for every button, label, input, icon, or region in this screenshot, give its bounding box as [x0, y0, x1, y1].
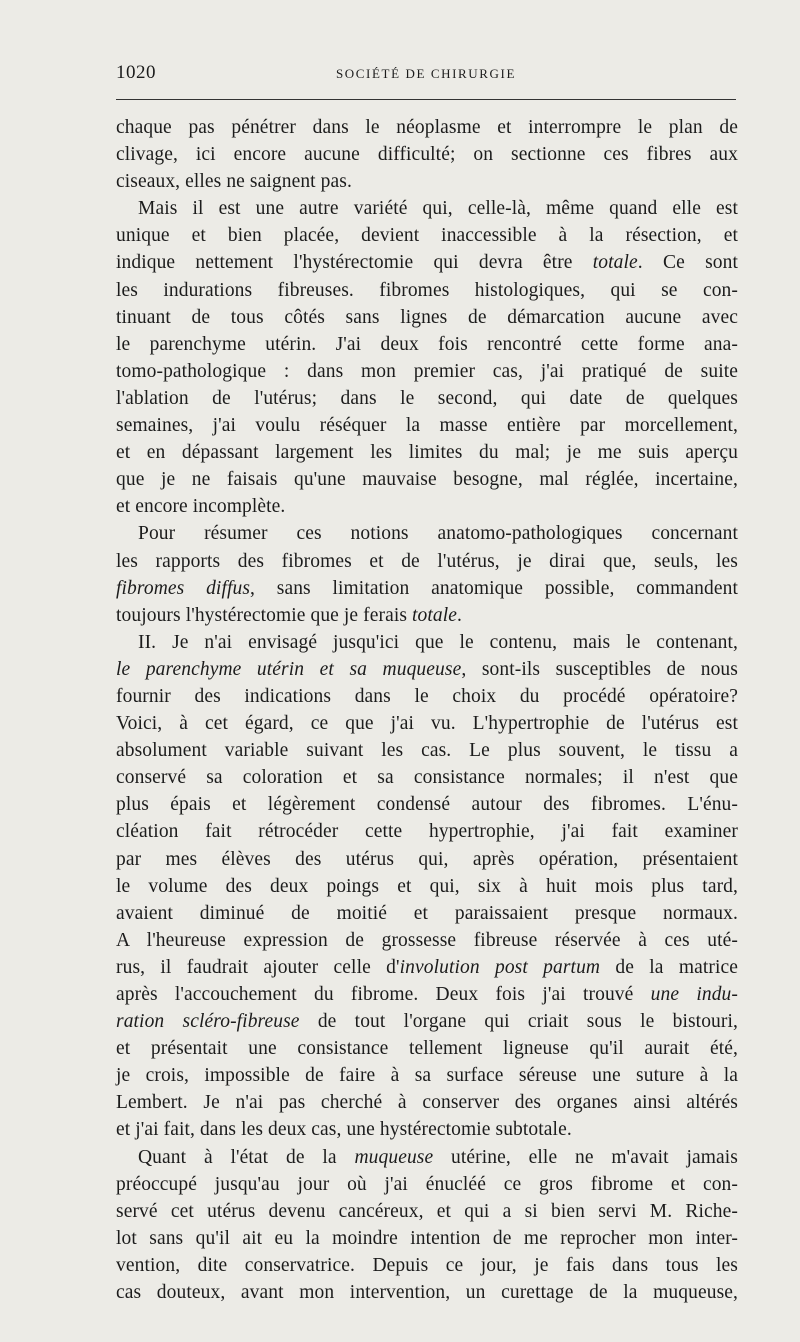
text-line: [116, 846, 738, 873]
text-line: [116, 602, 738, 629]
text-line: [116, 683, 738, 710]
text-segment: .: [457, 604, 463, 626]
text-segment: , sont-ils susceptibles de nous: [461, 658, 738, 680]
text-line: [116, 304, 738, 331]
text-line: [116, 168, 738, 195]
text-segment: tomo-pathologique : dans mon premier cas, j'ai pratiqué de suite: [116, 360, 738, 382]
page-header: [116, 62, 736, 86]
text-line: [116, 466, 738, 493]
text-line: [116, 1089, 738, 1116]
text-line: [116, 331, 738, 358]
text-line: [116, 818, 738, 845]
text-line: [116, 277, 738, 304]
text-line: [116, 520, 738, 547]
text-line: [116, 141, 738, 168]
text-segment: rus, il faudrait ajouter celle d': [116, 956, 400, 978]
text-line: [116, 195, 738, 222]
text-segment: toujours l'hystérectomie que je ferais: [116, 604, 413, 626]
text-segment: lot sans qu'il ait eu la moindre intention de me reprocher mon inter-: [116, 1227, 738, 1249]
text-line: [116, 575, 738, 602]
text-segment: A l'heureuse expression de grossesse fibreuse réservée à ces uté-: [116, 929, 738, 951]
text-line: [116, 1252, 738, 1279]
text-segment: plus épais et légèrement condensé autour des fibromes. L'énu-: [116, 794, 738, 816]
text-line: [116, 1035, 738, 1062]
text-segment: les rapports des fibromes et de l'utérus, je dirai que, seuls, les: [116, 550, 738, 572]
text-segment: clivage, ici encore aucune difficulté; on sectionne ces fibres aux: [116, 144, 738, 166]
text-line: [116, 656, 738, 683]
text-line: [116, 981, 738, 1008]
text-line: [116, 927, 738, 954]
text-line: [116, 737, 738, 764]
text-segment: et encore incomplète.: [116, 496, 286, 518]
text-segment: chaque pas pénétrer dans le néoplasme et interrompre le plan de: [116, 117, 738, 138]
running-head: SOCIÉTÉ DE CHIRURGIE: [335, 66, 517, 81]
text-segment: que je ne faisais qu'une mauvaise besogne, mal réglée, incertaine,: [116, 469, 738, 491]
text-segment: le parenchyme utérin. J'ai deux fois rencontré cette forme ana-: [116, 333, 738, 355]
text-line: [116, 954, 738, 981]
body-text: [116, 114, 738, 1306]
italic-text: muqueuse: [354, 1146, 434, 1168]
text-line: [116, 1062, 738, 1089]
text-line: [116, 358, 738, 385]
text-line: [116, 1008, 738, 1035]
text-segment: de la matrice: [600, 956, 739, 978]
text-segment: , sans limitation anatomique possible, commandent: [250, 577, 738, 599]
text-segment: cas douteux, avant mon intervention, un curettage de la muqueuse,: [116, 1282, 738, 1304]
italic-text: involution post partum: [399, 956, 601, 978]
italic-text: une indu-: [650, 984, 738, 1005]
italic-text: le parenchyme utérin et sa muqueuse: [116, 658, 462, 680]
italic-text: ration scléro-fibreuse: [116, 1011, 300, 1033]
text-segment: Pour résumer ces notions anatomo-pathologiques concernant: [138, 523, 738, 545]
text-segment: absolument variable suivant les cas. Le plus souvent, le tissu a: [116, 740, 738, 762]
text-segment: préoccupé jusqu'au jour où j'ai énucléé ce gros fibrome et con-: [116, 1173, 738, 1195]
text-segment: avaient diminué de moitié et paraissaient presque normaux.: [116, 902, 738, 924]
text-line: [116, 548, 738, 575]
text-line: [116, 764, 738, 791]
text-line: [116, 1116, 738, 1143]
text-segment: fournir des indications dans le choix du procédé opératoire?: [116, 685, 738, 707]
text-line: [116, 1198, 738, 1225]
text-line: [116, 1171, 738, 1198]
text-line: [116, 900, 738, 927]
text-line: [116, 1279, 738, 1306]
text-segment: servé cet utérus devenu cancéreux, et qui a si bien servi M. Riche-: [116, 1200, 738, 1222]
text-segment: de tout l'organe qui criait sous le bistouri,: [299, 1011, 738, 1033]
text-segment: ciseaux, elles ne saignent pas.: [116, 171, 352, 193]
text-segment: utérine, elle ne m'avait jamais: [433, 1146, 738, 1168]
text-line: [116, 629, 738, 656]
text-segment: et en dépassant largement les limites du mal; je me suis aperçu: [116, 442, 738, 464]
italic-text: totale: [412, 604, 458, 626]
text-line: [116, 710, 738, 737]
text-segment: Mais il est une autre variété qui, celle-là, même quand elle est: [138, 198, 738, 220]
italic-text: totale: [592, 252, 638, 274]
text-line: [116, 412, 738, 439]
text-line: [116, 114, 738, 141]
text-segment: conservé sa coloration et sa consistance normales; il n'est que: [116, 767, 738, 789]
text-segment: et présentait une consistance tellement ligneuse qu'il aurait été,: [116, 1038, 738, 1060]
text-segment: l'ablation de l'utérus; dans le second, qui date de quelques: [116, 387, 738, 409]
text-segment: et j'ai fait, dans les deux cas, une hystérectomie subtotale.: [116, 1119, 572, 1141]
text-segment: le volume des deux poings et qui, six à huit mois plus tard,: [116, 875, 738, 897]
text-segment: Lembert. Je n'ai pas cherché à conserver des organes ainsi altérés: [116, 1092, 738, 1114]
text-segment: vention, dite conservatrice. Depuis ce jour, je fais dans tous les: [116, 1254, 738, 1276]
text-segment: cléation fait rétrocéder cette hypertrophie, j'ai fait examiner: [116, 821, 738, 843]
text-line: [116, 385, 738, 412]
text-segment: semaines, j'ai voulu réséquer la masse entière par morcellement,: [116, 415, 738, 437]
text-segment: tinuant de tous côtés sans lignes de démarcation aucune avec: [116, 306, 738, 328]
text-segment: Quant à l'état de la: [138, 1146, 355, 1168]
text-line: [116, 249, 738, 276]
text-segment: je crois, impossible de faire à sa surface séreuse une suture à la: [116, 1065, 738, 1087]
text-line: [116, 791, 738, 818]
text-segment: indique nettement l'hystérectomie qui devra être: [116, 252, 593, 274]
text-segment: II. Je n'ai envisagé jusqu'ici que le contenu, mais le contenant,: [138, 631, 738, 653]
italic-text: fibromes diffus: [116, 577, 251, 599]
text-segment: . Ce sont: [637, 252, 738, 274]
text-segment: par mes élèves des utérus qui, après opération, présentaient: [116, 848, 738, 870]
text-segment: après l'accouchement du fibrome. Deux fois j'ai trouvé: [116, 984, 651, 1005]
text-line: [116, 1144, 738, 1171]
text-line: [116, 222, 738, 249]
page-number: 1020: [116, 62, 156, 83]
text-segment: Voici, à cet égard, ce que j'ai vu. L'hypertrophie de l'utérus est: [116, 713, 738, 735]
text-segment: unique et bien placée, devient inaccessible à la résection, et: [116, 225, 738, 247]
text-line: [116, 439, 738, 466]
header-rule: [116, 99, 736, 100]
text-line: [116, 493, 738, 520]
text-segment: les indurations fibreuses. fibromes histologiques, qui se con-: [116, 279, 738, 301]
text-line: [116, 873, 738, 900]
text-line: [116, 1225, 738, 1252]
